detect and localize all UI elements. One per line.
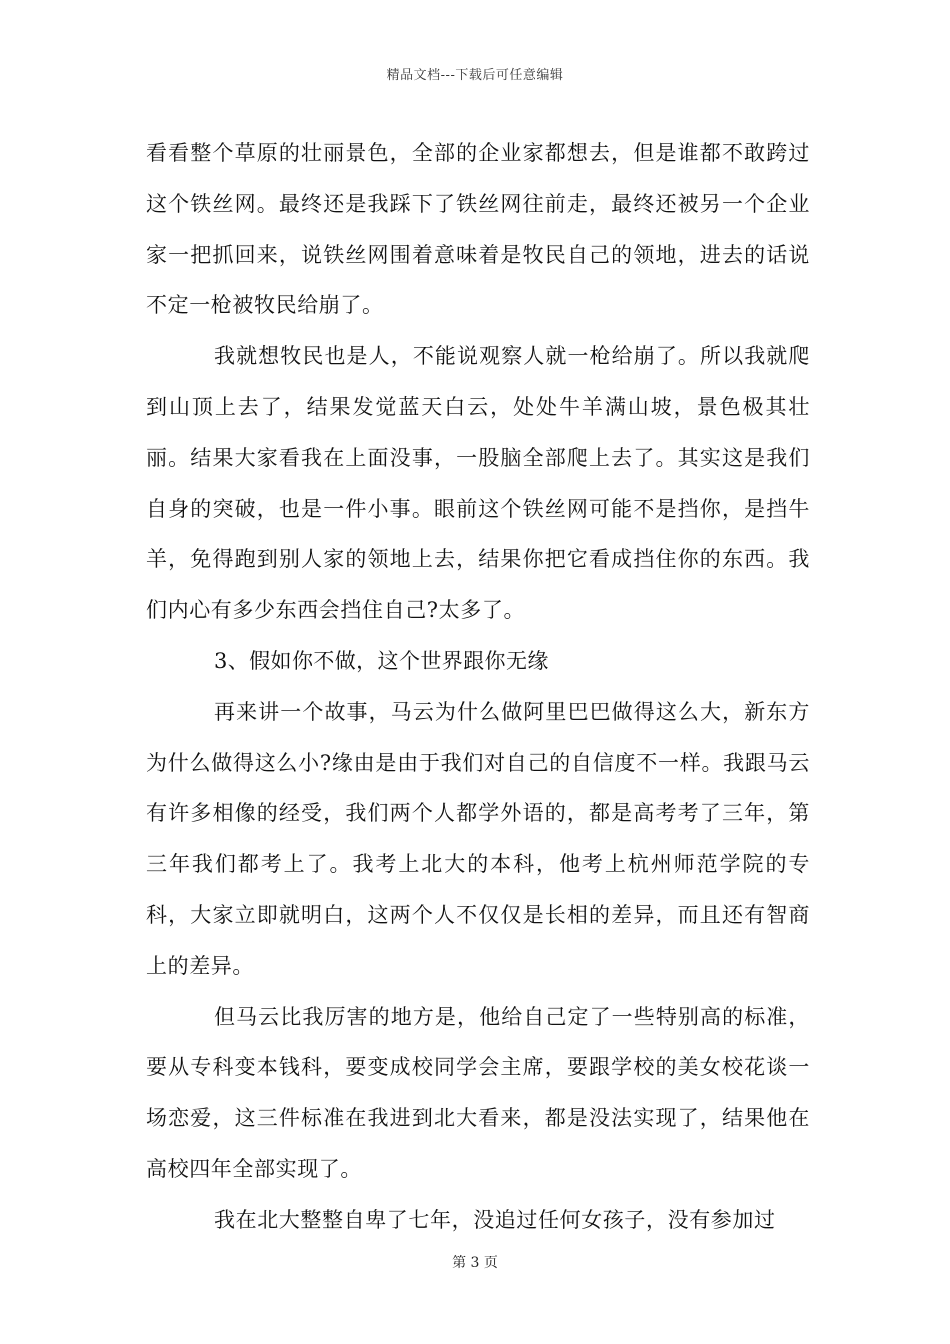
page-header: 精品文档---下载后可任意编辑 [386,68,564,83]
paragraph: 我在北大整整自卑了七年，没追过任何女孩子，没有参加过 [214,1207,776,1232]
document-body [146,128,810,1246]
section-heading: 3、假如你不做，这个世界跟你无缘 [214,648,549,673]
page-number: 第 3 页 [452,1255,498,1271]
paragraph: 但马云比我厉害的地方是，他给自己定了一些特别高的标准，要从专科变本钱科，要变成校同学会主席，要跟学校的美女校花谈一场恋爱，这三件标准在我进到北大看来，都是没法实现了，结果他在高校四年全部实现了。 [146,1004,810,1181]
paragraph: 看看整个草原的壮丽景色，全部的企业家都想去，但是谁都不敢跨过这个铁丝网。最终还是我踩下了铁丝网往前走，最终还被另一个企业家一把抓回来，说铁丝网围着意味着是牧民自己的领地，进去的话说不定一枪被牧民给崩了。 [146,141,810,318]
paragraph: 再来讲一个故事，马云为什么做阿里巴巴做得这么大，新东方为什么做得这么小?缘由是由于我们对自己的自信度不一样。我跟马云有许多相像的经受，我们两个人都学外语的，都是高考考了三年，第三年我们都考上了。我考上北大的本科，他考上杭州师范学院的专科，大家立即就明白，这两个人不仅仅是长相的差异，而且还有智商上的差异。 [146,699,810,978]
paragraph: 我就想牧民也是人，不能说观察人就一枪给崩了。所以我就爬到山顶上去了，结果发觉蓝天白云，处处牛羊满山坡，景色极其壮丽。结果大家看我在上面没事，一股脑全部爬上去了。其实这是我们自身的突破，也是一件小事。眼前这个铁丝网可能不是挡你，是挡牛羊，免得跑到别人家的领地上去，结果你把它看成挡住你的东西。我们内心有多少东西会挡住自己?太多了。 [146,344,810,623]
